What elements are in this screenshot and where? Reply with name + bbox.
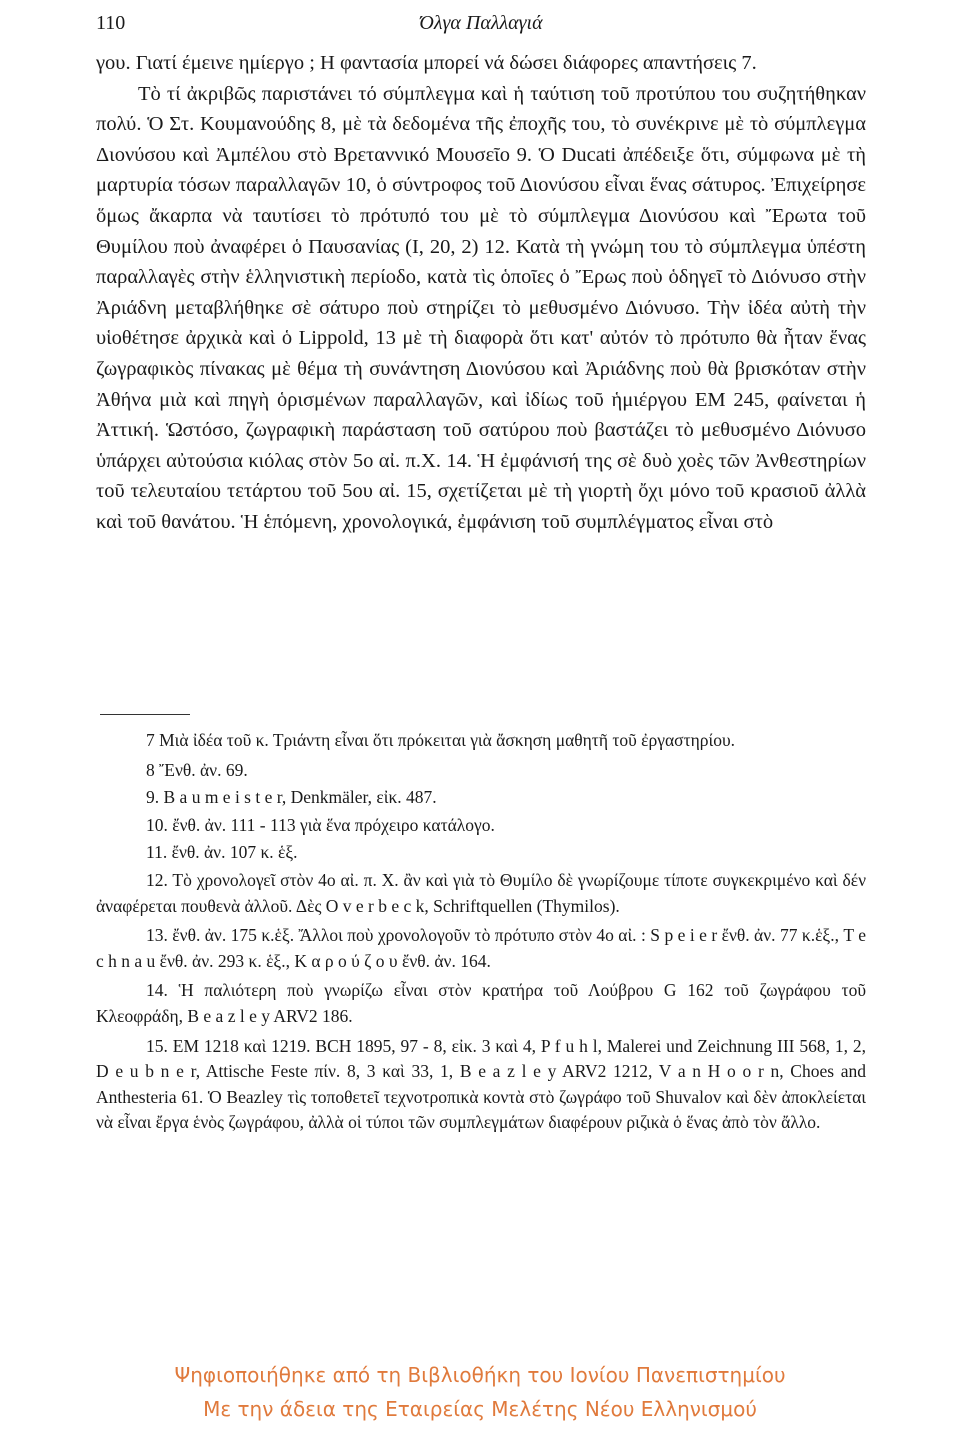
footnote-11: 11. ἔνθ. ἀν. 107 κ. ἑξ.	[146, 842, 298, 863]
digitization-line-2: Με την άδεια της Εταιρείας Μελέτης Νέου Ελληνισμού	[203, 1397, 757, 1421]
footnote-divider	[100, 714, 190, 715]
page-header	[96, 12, 866, 40]
footnote-15: 15. EM 1218 καὶ 1219. BCH 1895, 97 - 8, εἰκ. 3 καὶ 4, P f u h l, Malerei und Zeichnung III 568, 1, 2, D e u b n e r, Attische Feste πίν. 8, 3 καὶ 33, 1, B e a z l e y ARV2 1212, V a n H o o r n, Choes and Anthesteria 61. Ὁ Beazley τὶς τοποθετεῖ τεχνοτροπικὰ κοντὰ στὸ ζωγράφο τοῦ Shuvalov καὶ δὲν ἀποκλείεται νὰ εἶναι ἔργα ἑνὸς ζωγράφου, ἀλλὰ οἱ τύποι τῶν συμπλεγμάτων διαφέρουν ριζικὰ ὁ ἕνας ἀπὸ τὸν ἄλλο.	[96, 1035, 866, 1133]
digitization-line-1: Ψηφιοποιήθηκε από τη Βιβλιοθήκη του Ιονίου Πανεπιστημίου	[174, 1363, 786, 1387]
footnote-7: 7 Μιὰ ἰδέα τοῦ κ. Τριάντη εἶναι ὅτι πρόκειται γιὰ ἄσκηση μαθητῆ τοῦ ἐργαστηρίου.	[146, 730, 736, 750]
page-number: 110	[96, 12, 126, 34]
running-title: Όλγα Παλλαγιά	[419, 12, 543, 34]
digitization-notice	[0, 1358, 960, 1426]
footnote-10: 10. ἔνθ. ἀν. 111 - 113 γιὰ ἕνα πρόχειρο κατάλογο.	[146, 814, 495, 835]
footnotes	[96, 728, 866, 1140]
main-text	[96, 48, 866, 538]
paragraph: γου. Γιατί έμεινε ημίεργο ; Η φαντασία μπορεί νά δώσει διάφορες απαντήσεις 7.	[96, 52, 757, 74]
footnote-14: 14. Ἡ παλιότερη ποὺ γνωρίζω εἶναι στὸν κρατήρα τοῦ Λούβρου G 162 τοῦ ζωγράφου τοῦ Κλεοφράδη, B e a z l e y ARV2 186.	[96, 980, 866, 1026]
footnote-12: 12. Τὸ χρονολογεῖ στὸν 4ο αἰ. π. Χ. ἂν καὶ γιὰ τὸ Θυμίλο δὲ γνωρίζουμε τίποτε συγκεκριμένο καὶ δέν ἀναφέρεται πουθενὰ ἀλλοῦ. Δὲς O v e r b e c k, Schriftquellen (Thymilos).	[96, 869, 866, 916]
footnote-9: 9. B a u m e i s t e r, Denkmäler, εἰκ. 487.	[146, 787, 437, 808]
footnote-13: 13. ἔνθ. ἀν. 175 κ.ἑξ. Ἄλλοι ποὺ χρονολογοῦν τὸ πρότυπο στὸν 4ο αἰ. : S p e i e r ἔνθ. ἀν. 77 κ.ἑξ., T e c h n a u ἔνθ. ἀν. 293 κ. ἑξ., Κ α ρ ο ύ ζ ο υ ἔνθ. ἀν. 164.	[96, 925, 866, 971]
footnote-8: 8 Ἔνθ. ἀν. 69.	[146, 759, 248, 780]
paragraph: Τὸ τί ἀκριβῶς παριστάνει τό σύμπλεγμα καὶ ἡ ταύτιση τοῦ προτύπου του συζητήθηκαν πολύ. Ὁ Στ. Κουμανούδης 8, μὲ τὰ δεδομένα τῆς ἐποχῆς του, τὸ συνέκρινε μὲ τὸ σύμπλεγμα Διονύσου καὶ Ἀμπέλου στὸ Βρεταννικό Μουσεῖο 9. Ὁ Ducati ἀπέδειξε ὅτι, σύμφωνα μὲ τὴ μαρτυρία τόσων παραλλαγῶν 10, ὁ σύντροφος τοῦ Διονύσου εἶναι ἕνας σάτυρος. Ἐπιχείρησε ὅμως ἄκαρπα νὰ ταυτίσει τὸ πρότυπό του μὲ τὸ σύμπλεγμα Διονύσου καὶ Ἔρωτα τοῦ Θυμίλου ποὺ ἀναφέρει ὁ Παυσανίας (I, 20, 2) 12. Κατὰ τὴ γνώμη του τὸ σύμπλεγμα ὑπέστη παραλλαγὲς στὴν ἑλληνιστικὴ περίοδο, κατὰ τὶς ὁποῖες ὁ Ἔρως ποὺ ὁδηγεῖ τὸ Διόνυσο στὴν Ἀριάδνη μεταβλήθηκε σὲ σάτυρο ποὺ στηρίζει τὸ μεθυσμένο Διόνυσο. Τὴν ἰδέα αὐτὴ τὴν υἱοθέτησε ἀρχικὰ καὶ ὁ Lippold, 13 μὲ τὴ διαφορὰ ὅτι κατ' αὐτόν τὸ πρότυπο θὰ ἦταν ἕνας ζωγραφικὸς πίνακας μὲ θέμα τὴ συνάντηση Διονύσου καὶ Ἀριάδνης ποὺ θὰ βρισκόταν στὴν Ἀθήνα μιὰ καὶ πηγὴ ὁρισμένων παραλλαγῶν, καὶ ἰδίως τοῦ ἡμιέργου ΕΜ 245, φαίνεται ἡ Ἀττική. Ὡστόσο, ζωγραφικὴ παράσταση τοῦ σατύρου ποὺ βαστάζει τὸ μεθυσμένο Διόνυσο ὑπάρχει αὐτούσια κιόλας στὸν 5ο αἰ. π.Χ. 14. Ἡ ἐμφάνισή της σὲ δυὸ χοὲς τῶν Ἀνθεστηρίων τοῦ τελευταίου τετάρτου τοῦ 5ου αἰ. 15, σχετίζεται μὲ τὴ γιορτὴ ὄχι μόνο τοῦ κρασιοῦ ἀλλὰ καὶ τοῦ θανάτου. Ἡ ἑπόμενη, χρονολογικά, ἐμφάνιση τοῦ συμπλέγματος εἶναι στὸ	[96, 82, 866, 533]
